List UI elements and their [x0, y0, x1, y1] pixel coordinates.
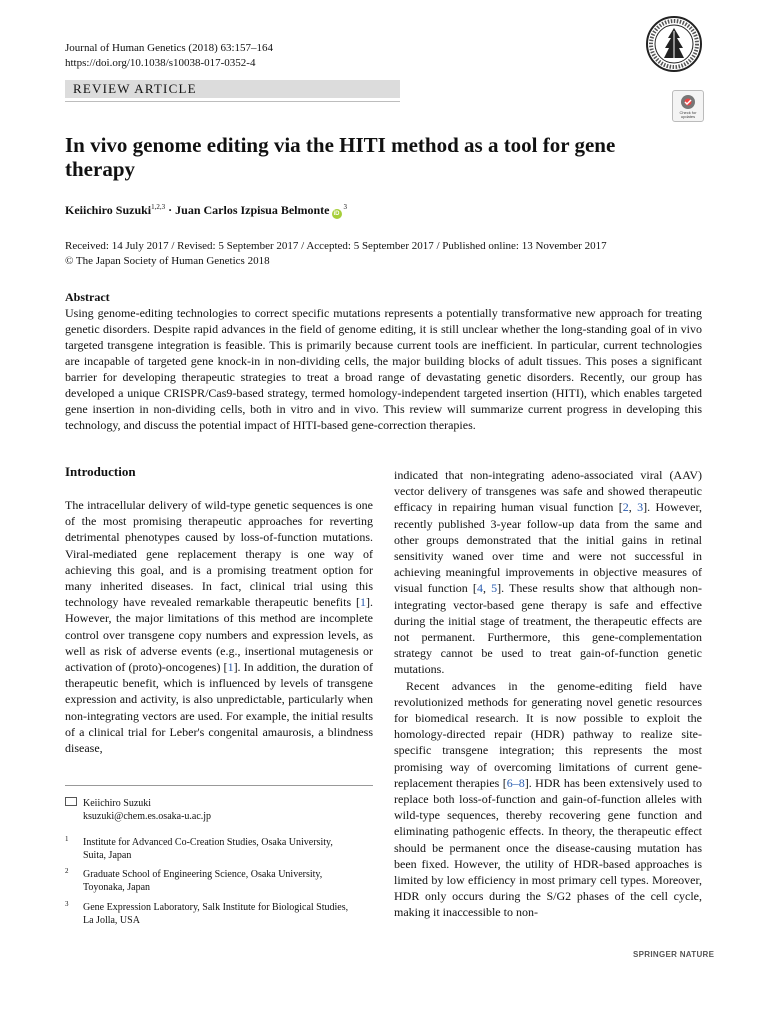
citation-link[interactable]: 6–8: [506, 775, 525, 790]
affiliation-text: Toyonaka, Japan: [83, 882, 151, 893]
citation-link[interactable]: 4: [476, 581, 483, 596]
history-dates: Received: 14 July 2017 / Revised: 5 September 2017 / Accepted: 5 September 2017 / Published online: 13 November 2017: [65, 240, 607, 252]
author-name[interactable]: Keiichiro Suzuki: [65, 203, 152, 217]
citation-link[interactable]: 5: [491, 581, 498, 596]
check-for-updates-button[interactable]: [672, 90, 704, 122]
body-column-left: [65, 497, 373, 756]
corresponding-name: Keiichiro Suzuki: [83, 798, 152, 809]
abstract-heading: Abstract: [65, 290, 110, 304]
society-seal-logo: [645, 15, 703, 78]
journal-info: [65, 41, 273, 70]
copyright-line: © The Japan Society of Human Genetics 2018: [65, 254, 270, 267]
body-text: ,: [628, 500, 638, 515]
affiliation-number: 3: [65, 900, 69, 908]
affiliation-text: Gene Expression Laboratory, Salk Institute for Biological Studies,: [83, 902, 349, 913]
check-updates-label: Check for updates: [679, 110, 697, 119]
article-type-badge: [65, 80, 400, 98]
affiliation-text: Institute for Advanced Co-Creation Studies, Osaka University,: [83, 837, 333, 848]
affiliation-text: Graduate School of Engineering Science, Osaka University,: [83, 869, 323, 880]
body-text: ,: [482, 581, 492, 596]
body-column-right: [394, 467, 702, 921]
orcid-icon[interactable]: iD: [333, 211, 340, 217]
citation-link[interactable]: 3: [637, 500, 644, 515]
publisher-logo: SPRINGER NATURE: [633, 950, 715, 959]
body-text: Recent advances in the genome-editing field have revolutionized methods for generating novel genetic resources for biomedical research. It is now possible to exploit the homology-directed repair (HDR) pathway to realize site-specific transgene integration; this represents the most promising way of overcoming limitations of current gene-replacement therapies [: [394, 678, 702, 790]
check-updates-icon: [680, 94, 696, 110]
body-text: ]. HDR has been extensively used to replace both loss-of-function and gain-of-function alleles with wild-type sequences, thereby recovering gene function and eliminating pathogenic effects. In theory, the therapeutic effect should be permanent once the disease-causing mutation has been fixed. However, the utility of HDR-based approaches is limited by low efficiency in most primary cell types. Moreover, HDR only occurs during the S/G2 phases of the cell cycle, making it inaccessible to non-: [394, 775, 702, 920]
body-text: ]. However, recently published 3-year follow-up data from the same and other groups demonstrated that the initial gains in retinal sensitivity waned over time and were not successful in achieving meaningful improvements in objective measures of visual function [: [394, 500, 702, 596]
affiliation-number: 1: [65, 835, 69, 843]
introduction-heading: Introduction: [65, 464, 136, 479]
author-name[interactable]: Juan Carlos Izpisua Belmonte: [175, 203, 330, 217]
body-text: ]. However, the major limitations of this method are incomplete control over transgene copy numbers and expression levels, as well as risk of adverse events (e.g., insertional mutagenesis or activation of (proto)-oncogenes) [: [65, 595, 373, 675]
corresponding-author: [65, 797, 211, 823]
footnote-divider: [65, 785, 373, 786]
corresponding-email[interactable]: ksuzuki@chem.es.osaka-u.ac.jp: [83, 811, 212, 822]
paragraph: [394, 467, 702, 678]
body-text: ]. In addition, the duration of therapeutic benefit, which is influenced by levels of transgene expression and activity, is also unpredictable, particularly when non-integrating vectors are used. For example, the initial results of a clinical trial for Leber's congenital amaurosis, a blindness disease,: [65, 660, 373, 756]
citation-link[interactable]: 2: [622, 500, 629, 515]
article-type-label: REVIEW ARTICLE: [73, 81, 197, 96]
citation-link[interactable]: 1: [227, 660, 234, 675]
paragraph: [65, 497, 373, 756]
author-separator: ·: [165, 203, 176, 217]
article-title: In vivo genome editing via the HITI method as a tool for gene therapy: [65, 133, 616, 181]
badge-divider: [65, 101, 400, 102]
body-text: indicated that non-integrating adeno-associated viral (AAV) vector delivery of transgenes was safe and showed therapeutic efficacy in repairing human visual function [: [394, 468, 702, 515]
abstract-text: Using genome-editing technologies to correct specific mutations represents a potentially transformative new approach for treating genetic disorders. Despite rapid advances in the field of genome editing, it is still unclear whether the long-standing goal of in vivo targeted transgene integration is feasible. This is primarily because current tools are inefficient. In particular, current technologies are incapable of targeted gene knock-in in non-dividing cells, the major building blocks of adult tissues. This poses a significant barrier for developing therapeutic strategies to treat a broad range of devastating genetic disorders. Recently, our group has developed a unique CRISPR/Cas9-based strategy, termed homology-independent targeted insertion (HITI), which enables targeted gene insertion in non-dividing cells, both in vitro and in vivo. This review will summarize current progress in developing this technology, and discuss the potential impact of HITI-based gene-correction therapies.: [65, 306, 702, 432]
author-list: [65, 203, 347, 219]
affiliation-text: Suita, Japan: [83, 850, 132, 861]
affiliation-text: La Jolla, USA: [83, 915, 140, 926]
author-affiliation-sup: 1,2,3: [151, 203, 166, 211]
body-text: ]. These results show that although non-integrating vector-based gene therapy is safe and effective during the initial stage of treatment, the therapeutic effects are not permanent. Furthermore, this gene-complementation strategy cannot be used to treat gain-of-function genetic mutations.: [394, 581, 702, 677]
citation-link[interactable]: 1: [360, 595, 366, 610]
affiliation-number: 2: [65, 867, 69, 875]
paragraph: [394, 678, 702, 921]
publication-dates: [65, 239, 607, 268]
author-affiliation-sup: 3: [343, 203, 348, 211]
body-text: The intracellular delivery of wild-type genetic sequences is one of the most promising therapeutic approaches for reverting detrimental phenotypes caused by loss-of-function mutations. Viral-mediated gene replacement therapy is one way of achieving this goal, and is a promising treatment option for many inherited diseases. In fact, clinical trial using this technology have revealed remarkable therapeutic benefits [: [65, 498, 373, 610]
doi-link[interactable]: https://doi.org/10.1038/s10038-017-0352-4: [65, 56, 256, 69]
journal-citation: Journal of Human Genetics (2018) 63:157–164: [65, 42, 274, 54]
envelope-icon: [65, 797, 77, 806]
